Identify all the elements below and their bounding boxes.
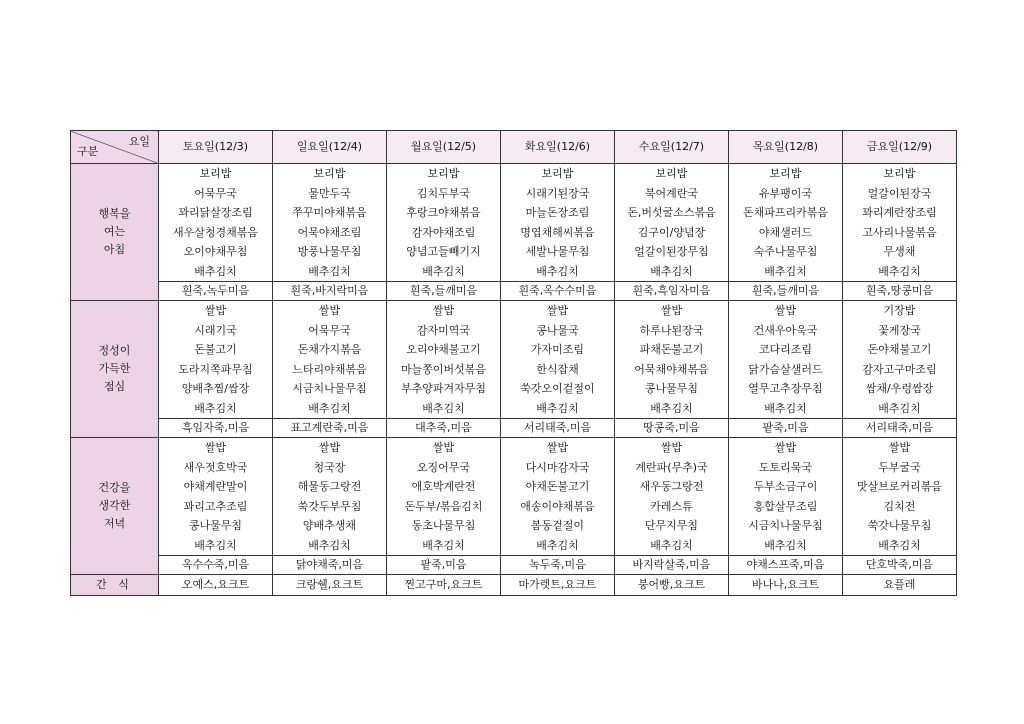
menu-item: 배추김치 (422, 264, 465, 278)
menu-item: 한식잡채 (536, 362, 579, 376)
menu-item: 배추김치 (308, 538, 351, 552)
menu-item: 감자미역국 (416, 323, 471, 337)
menu-item: 배추김치 (194, 538, 237, 552)
menu-item: 꽈리고추조림 (183, 499, 248, 513)
menu-item: 배추김치 (764, 401, 807, 415)
porridge-cell: 팥죽,미음 (729, 419, 843, 438)
menu-item: 쌀밥 (774, 304, 797, 317)
breakfast-menu-cell (729, 164, 843, 282)
menu-item: 물만두국 (308, 186, 351, 200)
snack-row (71, 575, 957, 596)
breakfast-label (71, 164, 159, 301)
menu-item: 배추김치 (650, 264, 693, 278)
menu-item: 감자고구마조림 (862, 362, 937, 376)
menu-item: 꽈리계란장조림 (862, 206, 937, 219)
menu-item: 오이야채무침 (183, 245, 248, 258)
menu-item: 어묵무국 (194, 186, 237, 200)
snack-cell: 바나나,요크트 (729, 575, 843, 596)
porridge-cell: 바지락살죽,미음 (615, 556, 729, 575)
lunch-menu-cell (159, 301, 273, 419)
menu-item: 김치전 (883, 499, 916, 513)
menu-item: 쌀밥 (546, 304, 569, 317)
menu-item: 쌀밥 (660, 441, 683, 454)
lunch-menu-cell (387, 301, 501, 419)
menu-item: 유부팽이국 (758, 186, 813, 200)
menu-item: 배추김치 (194, 401, 237, 415)
menu-item: 얼갈이된장국 (867, 186, 932, 200)
menu-item: 쑥갓두부무침 (297, 499, 362, 513)
menu-item: 파채돈불고기 (639, 343, 704, 356)
menu-item: 어묵채야채볶음 (634, 362, 709, 376)
porridge-cell: 흰죽,흑임자미음 (615, 282, 729, 301)
menu-item: 배추김치 (878, 401, 921, 415)
meal-label-line: 여는 (103, 225, 126, 238)
snack-cell: 찐고구마,요크트 (387, 575, 501, 596)
menu-item: 쭈꾸미야채볶음 (292, 206, 367, 219)
menu-item: 닭가슴살샐러드 (748, 362, 823, 376)
menu-item: 배추김치 (878, 538, 921, 552)
menu-item: 꽃게장국 (878, 323, 921, 337)
lunch-row (71, 301, 957, 419)
day-header: 수요일(12/7) (615, 131, 729, 164)
menu-item: 가자미조림 (530, 343, 585, 356)
breakfast-menu-cell (501, 164, 615, 282)
menu-item: 보리밥 (883, 167, 916, 180)
menu-item: 양배추생채 (302, 519, 357, 532)
menu-item: 느타리야채볶음 (292, 362, 367, 376)
porridge-cell: 흰죽,녹두미음 (159, 282, 273, 301)
menu-item: 꽈리닭살장조림 (178, 206, 253, 219)
menu-item: 콩나물국 (536, 323, 579, 337)
menu-item: 하루나된장국 (639, 323, 704, 337)
menu-item: 배추김치 (194, 264, 237, 278)
lunch-menu-cell (615, 301, 729, 419)
menu-item: 쌀밥 (888, 441, 911, 454)
menu-item: 배추김치 (536, 538, 579, 552)
breakfast-row (71, 164, 957, 282)
meal-label-line: 가득한 (98, 362, 131, 375)
menu-item: 마늘쫑이버섯볶음 (400, 362, 486, 376)
menu-item: 청국장 (313, 460, 346, 474)
snack-cell: 요플레 (843, 575, 957, 596)
lunch-menu-cell (729, 301, 843, 419)
menu-item: 동초나물무침 (411, 519, 476, 532)
menu-item: 새우젓호박국 (183, 460, 248, 474)
menu-item: 쌀밥 (546, 441, 569, 454)
menu-item: 맛살브로커리볶음 (856, 480, 942, 493)
menu-item: 돈채가지볶음 (297, 343, 362, 356)
dinner-menu-cell (273, 438, 387, 556)
menu-item: 쌀밥 (204, 441, 227, 454)
menu-item: 배추김치 (650, 401, 693, 415)
lunch-porridge-row (71, 419, 957, 438)
menu-item: 배추김치 (764, 538, 807, 552)
porridge-cell: 단호박죽,미음 (843, 556, 957, 575)
menu-item: 야채샐러드 (758, 225, 813, 239)
day-header: 목요일(12/8) (729, 131, 843, 164)
menu-item: 시금치나물무침 (748, 519, 823, 532)
menu-item: 세발나물무침 (525, 245, 590, 258)
porridge-cell: 흑임자죽,미음 (159, 419, 273, 438)
menu-item: 시금치나물무침 (292, 382, 367, 395)
day-header: 화요일(12/6) (501, 131, 615, 164)
porridge-cell: 팥죽,미음 (387, 556, 501, 575)
porridge-cell: 닭야채죽,미음 (273, 556, 387, 575)
menu-item: 야채돈불고기 (525, 480, 590, 493)
menu-item: 애송이야채볶음 (520, 499, 595, 513)
menu-item: 숙주나물무침 (753, 245, 818, 258)
menu-item: 단무지무침 (644, 519, 699, 532)
meal-label-line: 행복을 (98, 207, 131, 220)
meal-label-line: 건강을 (98, 481, 131, 494)
menu-item: 두부소금구이 (753, 480, 818, 493)
day-axis-label: 요일 (128, 135, 150, 148)
menu-item: 계란파(무추)국 (635, 460, 708, 474)
menu-item: 쌈채/우렁쌈장 (865, 382, 934, 395)
menu-item: 배추김치 (650, 538, 693, 552)
menu-item: 쑥갓나물무침 (867, 519, 932, 532)
breakfast-menu-cell (843, 164, 957, 282)
meal-label-line: 점심 (103, 380, 126, 393)
menu-item: 고사리나물볶음 (862, 225, 937, 239)
menu-item: 두부굴국 (878, 460, 921, 474)
snack-cell: 마가렛트,요크트 (501, 575, 615, 596)
menu-item: 쌀밥 (318, 304, 341, 317)
day-header: 월요일(12/5) (387, 131, 501, 164)
porridge-cell: 녹두죽,미음 (501, 556, 615, 575)
porridge-cell: 옥수수죽,미음 (159, 556, 273, 575)
menu-item: 오징어무국 (416, 460, 471, 474)
menu-item: 북어계란국 (644, 186, 699, 200)
breakfast-menu-cell (615, 164, 729, 282)
day-header: 금요일(12/9) (843, 131, 957, 164)
menu-item: 도토리묵국 (758, 460, 813, 474)
menu-item: 콩나물무침 (644, 382, 699, 395)
menu-item: 양념고들빼기지 (406, 245, 481, 258)
menu-item: 배추김치 (878, 264, 921, 278)
breakfast-menu-cell (273, 164, 387, 282)
menu-item: 무생채 (883, 245, 916, 258)
porridge-cell: 대추죽,미음 (387, 419, 501, 438)
menu-item: 쌀밥 (318, 441, 341, 454)
dinner-menu-cell (843, 438, 957, 556)
menu-item: 배추김치 (536, 264, 579, 278)
menu-item: 쌀밥 (432, 304, 455, 317)
menu-item: 보리밥 (655, 167, 688, 180)
menu-item: 감자야채조림 (411, 225, 476, 239)
menu-item: 보리밥 (769, 167, 802, 180)
dinner-menu-cell (159, 438, 273, 556)
porridge-cell: 땅콩죽,미음 (615, 419, 729, 438)
menu-item: 새우동그랑전 (639, 480, 704, 493)
snack-cell: 크랑쉘,요크트 (273, 575, 387, 596)
menu-item: 방풍나물무침 (297, 245, 362, 258)
menu-item: 얼갈이된장무침 (634, 245, 709, 258)
menu-item: 콩나물무침 (188, 519, 243, 532)
dinner-menu-cell (501, 438, 615, 556)
menu-item: 코다리조림 (758, 343, 813, 356)
porridge-cell: 흰죽,들깨미음 (387, 282, 501, 301)
porridge-cell: 흰죽,땅콩미음 (843, 282, 957, 301)
menu-item: 보리밥 (427, 167, 460, 180)
breakfast-menu-cell (159, 164, 273, 282)
dinner-label (71, 438, 159, 575)
menu-item: 명엽채해씨볶음 (520, 225, 595, 239)
menu-item: 돈불고기 (194, 343, 237, 356)
menu-item: 기장밥 (883, 304, 916, 317)
menu-item: 새우살청경채볶음 (172, 225, 258, 239)
menu-item: 시래기된장국 (525, 186, 590, 200)
category-axis-label: 구분 (77, 145, 99, 158)
menu-item: 홍합살무조림 (753, 499, 818, 513)
porridge-cell: 표고계란죽,미음 (273, 419, 387, 438)
menu-item: 배추김치 (422, 401, 465, 415)
menu-item: 배추김치 (308, 401, 351, 415)
menu-item: 배추김치 (422, 538, 465, 552)
menu-item: 양배추찜/쌈장 (181, 382, 250, 395)
header-row (71, 131, 957, 164)
menu-item: 보리밥 (199, 167, 232, 180)
dinner-menu-cell (615, 438, 729, 556)
menu-item: 부추양파겨자무침 (400, 382, 486, 395)
menu-item: 김구이/양념장 (637, 225, 706, 239)
menu-item: 배추김치 (536, 401, 579, 415)
menu-item: 보리밥 (313, 167, 346, 180)
menu-item: 후랑크야채볶음 (406, 206, 481, 219)
lunch-label (71, 301, 159, 438)
menu-item: 카레스튜 (650, 499, 693, 513)
snack-label: 간 식 (71, 575, 159, 596)
snack-cell: 오예스,요크트 (159, 575, 273, 596)
menu-item: 건새우아욱국 (753, 323, 818, 337)
menu-item: 돈,버섯굴소스볶음 (627, 206, 716, 219)
dinner-row (71, 438, 957, 556)
menu-item: 쌀밥 (774, 441, 797, 454)
lunch-menu-cell (273, 301, 387, 419)
menu-item: 보리밥 (541, 167, 574, 180)
snack-cell: 붕어빵,요크트 (615, 575, 729, 596)
menu-item: 해물동그랑전 (297, 480, 362, 493)
breakfast-menu-cell (387, 164, 501, 282)
menu-item: 시래기국 (194, 323, 237, 337)
menu-item: 다시마감자국 (525, 460, 590, 474)
meal-label-line: 정성이 (98, 344, 131, 357)
menu-item: 김치두부국 (416, 186, 471, 200)
menu-item: 쌀밥 (660, 304, 683, 317)
menu-item: 애호박계란전 (411, 480, 476, 493)
porridge-cell: 서리태죽,미음 (501, 419, 615, 438)
porridge-cell: 흰죽,들깨미음 (729, 282, 843, 301)
corner-header-cell (71, 131, 159, 164)
menu-item: 돈야채불고기 (867, 343, 932, 356)
breakfast-porridge-row (71, 282, 957, 301)
dinner-menu-cell (729, 438, 843, 556)
lunch-menu-cell (843, 301, 957, 419)
menu-item: 오리야채불고기 (406, 343, 481, 356)
meal-label-line: 생각한 (98, 499, 131, 512)
menu-item: 열무고추장무침 (748, 382, 823, 395)
menu-item: 쌀밥 (204, 304, 227, 317)
meal-menu-table (70, 130, 957, 596)
menu-item: 봄동겉절이 (530, 519, 585, 532)
menu-item: 어묵야채조림 (297, 225, 362, 239)
porridge-cell: 흰죽,바지락미음 (273, 282, 387, 301)
porridge-cell: 야채스프죽,미음 (729, 556, 843, 575)
menu-item: 돈두부/볶음김치 (404, 499, 483, 513)
meal-label-line: 저녁 (103, 517, 126, 530)
menu-item: 마늘돈장조림 (525, 206, 590, 219)
meal-label-line: 아침 (103, 243, 126, 256)
menu-item: 어묵무국 (308, 323, 351, 337)
porridge-cell: 흰죽,옥수수미음 (501, 282, 615, 301)
day-header: 일요일(12/4) (273, 131, 387, 164)
menu-item: 도라지쪽파무침 (178, 362, 253, 376)
menu-item: 야채계란말이 (183, 480, 248, 493)
porridge-cell: 서리태죽,미음 (843, 419, 957, 438)
menu-item: 배추김치 (308, 264, 351, 278)
dinner-porridge-row (71, 556, 957, 575)
menu-item: 쑥갓오이겉절이 (520, 382, 595, 395)
day-header: 토요일(12/3) (159, 131, 273, 164)
lunch-menu-cell (501, 301, 615, 419)
menu-item: 돈채파프리카볶음 (742, 206, 828, 219)
menu-item: 쌀밥 (432, 441, 455, 454)
dinner-menu-cell (387, 438, 501, 556)
menu-item: 배추김치 (764, 264, 807, 278)
